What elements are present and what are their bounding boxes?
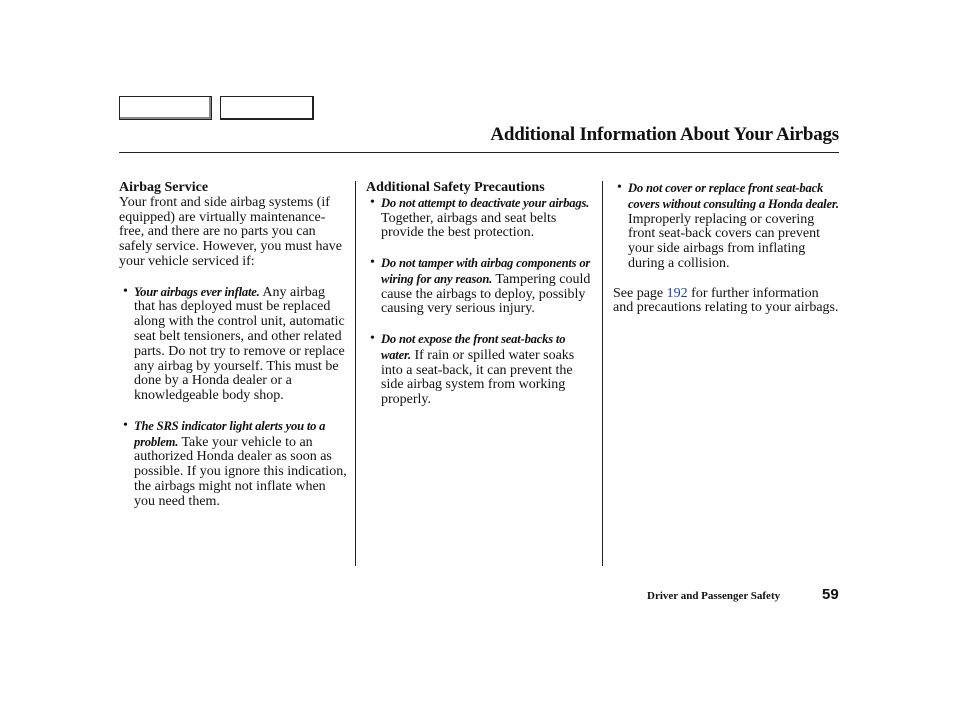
prev-page-button[interactable] [119, 96, 212, 120]
list-item [613, 181, 839, 272]
section-heading-safety-precautions: Additional Safety Precautions [366, 180, 545, 195]
bullet-icon: • [123, 283, 128, 299]
section-heading-airbag-service: Airbag Service [119, 180, 209, 195]
column-divider [355, 181, 356, 566]
bullet-icon: • [370, 330, 375, 346]
list-item [366, 256, 594, 317]
page-number: 59 [822, 586, 839, 603]
column-safety-precautions [366, 181, 594, 408]
footer-section-title: Driver and Passenger Safety [647, 590, 781, 602]
column-airbag-service [119, 181, 349, 510]
page-192-link[interactable]: 192 [666, 285, 688, 301]
next-page-button[interactable] [220, 96, 314, 120]
bullet-lead: Do not attempt to deactivate your airbags. [381, 195, 590, 210]
page-title: Additional Information About Your Airbags [490, 124, 839, 145]
list-item [366, 196, 594, 241]
list-item [119, 285, 349, 404]
bullet-text: Take your vehicle to an authorized Honda dealer as soon as possible. If you ignore this indication, the airbags might not inflate when you need them. [134, 434, 347, 509]
see-prefix: See page [613, 285, 667, 301]
bullet-text: Any airbag that has deployed must be replaced along with the control unit, automatic seat belt tensioners, and other related parts. Do not try to remove or replace any airbag by yourself. This must be done by a Honda dealer or a knowledgeable body shop. [134, 284, 345, 404]
bullet-icon: • [617, 180, 622, 195]
bullet-icon: • [123, 417, 128, 433]
bullet-lead: The SRS indicator light alerts you to a problem. [134, 418, 326, 449]
see-page-reference [613, 287, 839, 317]
bullet-text: If rain or spilled water soaks into a seat-back, it can prevent the side airbag system from working properly. [381, 347, 575, 408]
bullet-lead: Do not expose the front seat-backs to water. [381, 331, 566, 362]
title-rule [119, 152, 839, 153]
list-item [366, 332, 594, 408]
list-item [119, 419, 349, 510]
bullet-text: Tampering could cause the airbags to deploy, possibly causing very serious injury. [381, 271, 591, 317]
airbag-service-intro: Your front and side airbag systems (if equipped) are virtually maintenance-free, and there are no parts you can safely service. However, you must have your vehicle serviced if: [119, 194, 342, 269]
column-seat-back-covers [613, 181, 839, 316]
column-divider [602, 181, 603, 566]
bullet-icon: • [370, 254, 375, 270]
bullet-text: Together, airbags and seat belts provide the best protection. [381, 210, 557, 241]
bullet-lead: Do not tamper with airbag components or wiring for any reason. [381, 255, 591, 286]
bullet-lead: Do not cover or replace front seat-back covers without consulting a Honda dealer. [628, 181, 839, 211]
bullet-icon: • [370, 194, 375, 210]
bullet-text: Improperly replacing or covering front seat-back covers can prevent your side airbags from inflating during a collision. [628, 211, 821, 271]
bullet-lead: Your airbags ever inflate. [134, 284, 260, 299]
see-suffix: for further information and precautions relating to your airbags. [613, 285, 839, 316]
